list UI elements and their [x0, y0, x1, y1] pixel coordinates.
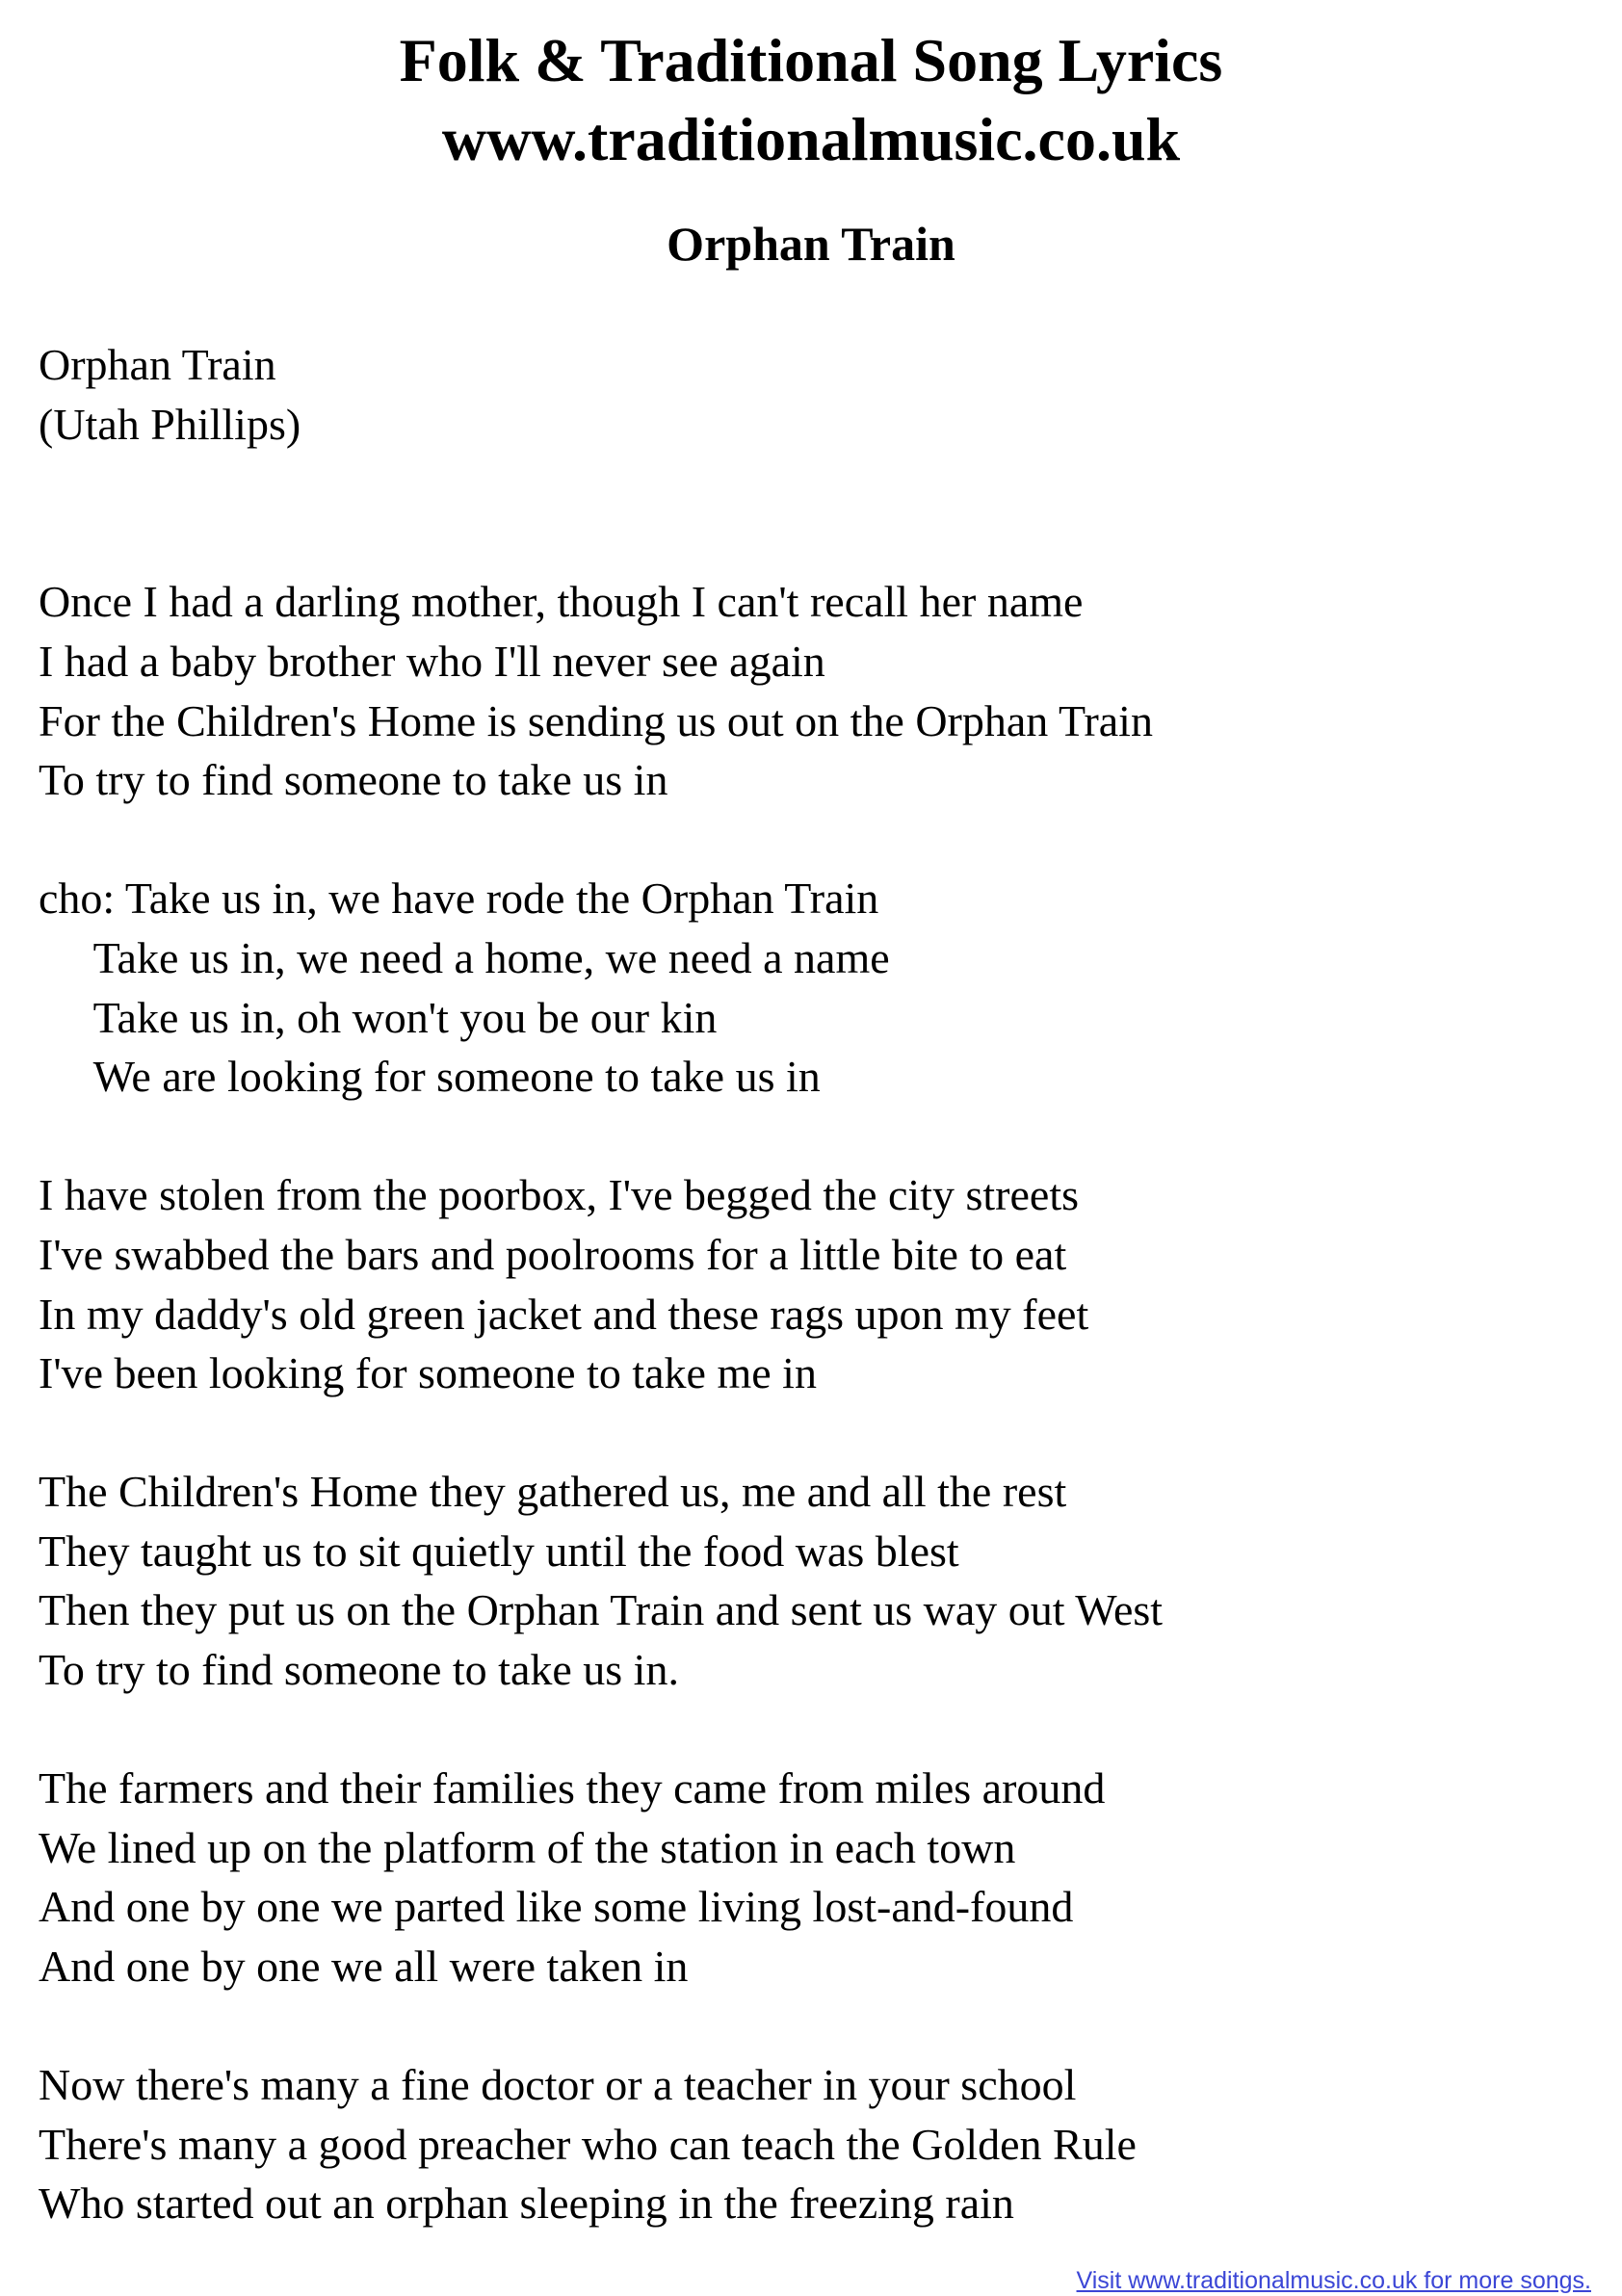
lyric-line: Who started out an orphan sleeping in the freezing rain: [39, 2179, 1014, 2229]
lyric-line: There's many a good preacher who can teach the Golden Rule: [39, 2119, 1137, 2169]
lyric-line: I have stolen from the poorbox, I've begged the city streets: [39, 1170, 1080, 1220]
lyric-line: For the Children's Home is sending us out on the Orphan Train: [39, 695, 1153, 745]
lyric-line: And one by one we parted like some living lost-and-found: [39, 1882, 1074, 1932]
lyric-line: We lined up on the platform of the station in each town: [39, 1822, 1016, 1872]
blank-line: [39, 454, 1580, 513]
lyric-line: The farmers and their families they came from miles around: [39, 1763, 1106, 1813]
lyric-line: (Utah Phillips): [39, 399, 301, 449]
blank-line: [39, 810, 1580, 870]
blank-line: [39, 1700, 1580, 1760]
blank-line: [39, 1996, 1580, 2056]
lyric-line: Take us in, oh won't you be our kin: [39, 992, 718, 1042]
lyric-line: They taught us to sit quietly until the food was blest: [39, 1526, 959, 1576]
lyric-line: I've swabbed the bars and poolrooms for a little bite to eat: [39, 1229, 1067, 1279]
song-title: Orphan Train: [667, 217, 955, 271]
site-url: www.traditionalmusic.co.uk: [441, 105, 1181, 173]
lyric-line: I had a baby brother who I'll never see again: [39, 636, 825, 686]
lyric-line: To try to find someone to take us in.: [39, 1645, 679, 1695]
lyric-line: Then they put us on the Orphan Train and sent us way out West: [39, 1585, 1164, 1635]
blank-line: [39, 1107, 1580, 1166]
footer-link[interactable]: Visit www.traditionalmusic.co.uk for more songs.: [1076, 2267, 1591, 2294]
blank-line: [39, 513, 1580, 573]
lyrics-body: [39, 335, 1580, 2233]
page-header: [0, 21, 1622, 179]
lyric-line: To try to find someone to take us in: [39, 755, 668, 805]
lyric-line: Once I had a darling mother, though I can't recall her name: [39, 577, 1084, 627]
lyric-line: Take us in, we need a home, we need a name: [39, 932, 890, 982]
site-title: Folk & Traditional Song Lyrics: [399, 26, 1223, 94]
lyric-line: The Children's Home they gathered us, me and all the rest: [39, 1467, 1067, 1517]
lyric-line: Now there's many a fine doctor or a teacher in your school: [39, 2060, 1077, 2110]
lyric-line: I've been looking for someone to take me in: [39, 1348, 817, 1398]
lyric-line: We are looking for someone to take us in: [39, 1052, 821, 1102]
lyric-line: In my daddy's old green jacket and these rags upon my feet: [39, 1289, 1089, 1339]
blank-line: [39, 1403, 1580, 1463]
lyric-line: cho: Take us in, we have rode the Orphan Train: [39, 874, 879, 924]
lyric-line: Orphan Train: [39, 340, 276, 389]
lyric-line: And one by one we all were taken in: [39, 1942, 689, 1992]
